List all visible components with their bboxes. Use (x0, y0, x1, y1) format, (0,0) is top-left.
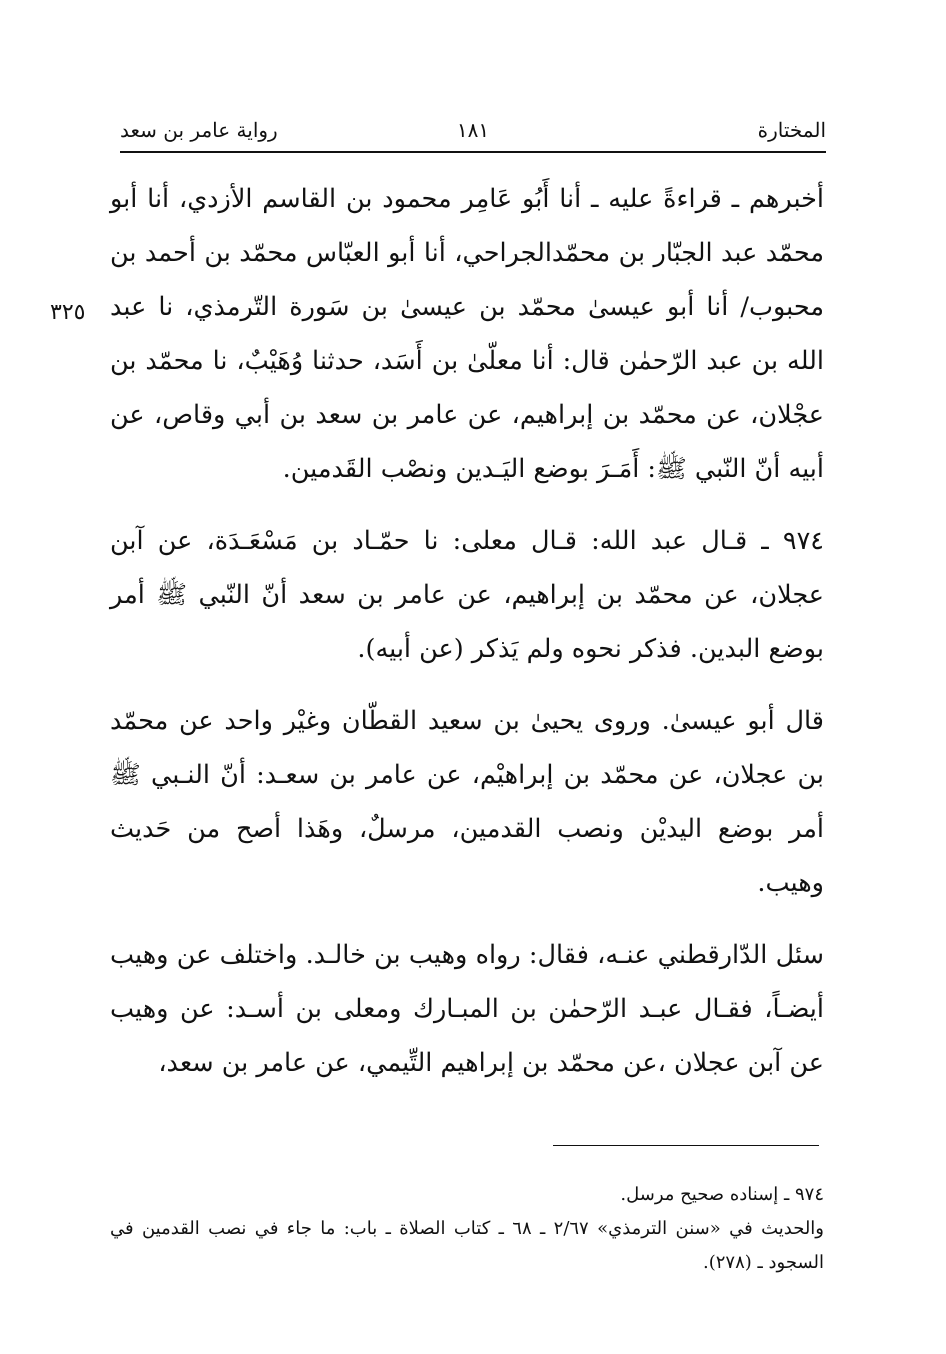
footnotes (110, 1178, 824, 1280)
header-rule (120, 151, 826, 153)
paragraph-hadith-974: ٩٧٤ ـ قـال عبد الله: قـال معلى: نا حمّـاد بن مَسْعَـدَة، عن آبن عجلان، عن محمّد بن إبراهيم، عن عامر بن سعد أنّ النّبي ﷺ أمر بوضع البدين. فذكر نحوه ولم يَذكر (عن أبيه). (110, 526, 824, 664)
page-number: ١٨١ (456, 118, 490, 142)
paragraph-abu-isa: قال أبو عيسىٰ. وروى يحيىٰ بن سعيد القطّان وغيْر واحد عن محمّد بن عجلان، عن محمّد بن إبراهيْم، عن عامر بن سعـد: أنّ النـبي ﷺ أمر بوضع اليديْن ونصب القدمين، مرسلٌ، وهَذا أصح من حَديث وهيب. (110, 706, 824, 898)
running-header (120, 112, 826, 148)
footnote-source: والحديث في «سنن الترمذي» ٢/٦٧ ـ ٦٨ ـ كتاب الصلاة ـ باب: ما جاء في نصب القدمين في السجود ـ (٢٧٨). (110, 1218, 825, 1273)
margin-page-reference: ٣٢٥ (50, 300, 86, 325)
book-title: المختارة (757, 118, 826, 142)
paragraph-daraqutni: سئل الدّارقطني عنـه، فقال: رواه وهيب بن خالـد. واختلف عن وهيب أيضـاً، فقـال عبـد الرّحمٰن بن المبـارك ومعلى بن أسـد: عن وهيب عن آبن عجلان ،عن محمّد بن إبراهيم التِّيمي، عن عامر بن سعد، (110, 940, 824, 1078)
main-text (110, 172, 824, 1090)
paragraph-isnad: أخبرهم ـ قراءةً عليه ـ أنا أَبُو عَامِر محمود بن القاسم الأزدي، أنا أبو محمّد عبد الجبّار بن محمّدالجراحي، أنا أبو العبّاس محمّد بن أحمد بن محبوب/ أنا أبو عيسىٰ محمّد بن عيسىٰ بن سَورة التّرمذي، نا عبد الله بن عبد الرّحمٰن قال: أنا معلّىٰ بن أَسَد، حدثنا وُهَيْبٌ، نا محمّد بن عجْلان، عن محمّد بن إبراهيم، عن عامر بن سعد بن أبي وقاص، عن أبيه أنّ النّبي ﷺ: أَمَـرَ بوضع اليَـدين ونصْب القَدمين. (110, 184, 824, 484)
section-title: رواية عامر بن سعد (120, 118, 278, 142)
footnote-rule (553, 1145, 819, 1146)
footnote-isnad-grade: ٩٧٤ ـ إسناده صحيح مرسل. (620, 1184, 824, 1205)
